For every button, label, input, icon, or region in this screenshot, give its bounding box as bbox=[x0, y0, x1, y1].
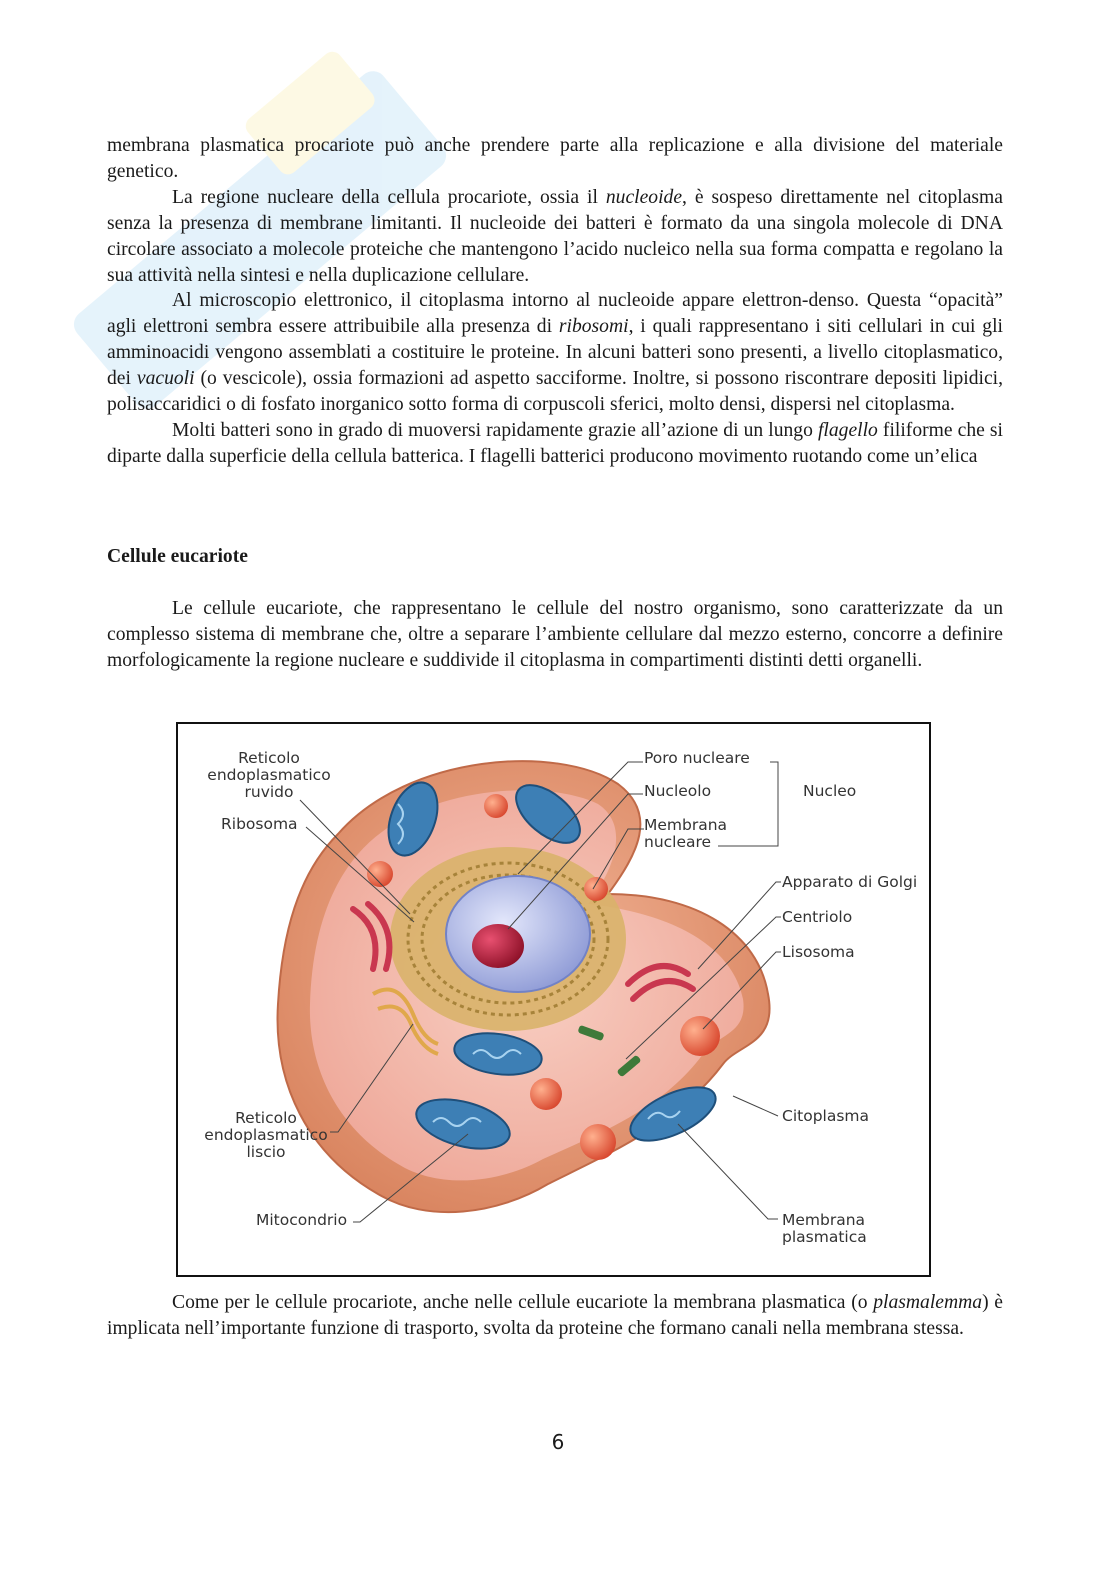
italic-term: vacuoli bbox=[136, 368, 195, 390]
vesicle-1 bbox=[484, 794, 508, 818]
paragraph-2: La regione nucleare della cellula procariote, ossia il nucleoide, è sospeso direttamente nel citoplasma senza la presenza di membrane limitanti. Il nucleoide dei batteri è formato da una singola molecole di DNA circolare associato a molecole proteiche che mantengono l’acido nucleico nella sua forma compatta e regolano la sua attività nella sintesi e nella duplicazione cellulare. bbox=[107, 186, 1003, 286]
cell-diagram-illustration bbox=[178, 724, 929, 1275]
label-ribosoma: Ribosoma bbox=[221, 815, 298, 833]
paragraph-4: Molti batteri sono in grado di muoversi rapidamente grazie all’azione di un lungo flagello filiforme che si diparte dalla superficie della cellula batterica. I flagelli batterici producono movimento ruotando come un’elica bbox=[107, 419, 1003, 467]
label-membrana-nucleare: Membrana nucleare bbox=[644, 816, 728, 851]
italic-term: ribosomi bbox=[558, 316, 629, 338]
label-rough-er: Reticolo endoplasmatico ruvido bbox=[207, 749, 331, 801]
label-mitocondrio: Mitocondrio bbox=[256, 1211, 348, 1229]
vesicle-5 bbox=[580, 1124, 616, 1160]
cell-diagram-figure bbox=[176, 722, 931, 1277]
italic-term: plasmalemma bbox=[873, 1292, 983, 1313]
lysosome-shape bbox=[680, 1016, 720, 1056]
body-text-top bbox=[107, 133, 1003, 470]
vesicle-4 bbox=[530, 1078, 562, 1110]
label-citoplasma: Citoplasma bbox=[782, 1107, 870, 1125]
label-poro-nucleare: Poro nucleare bbox=[644, 749, 750, 767]
body-text-eucariote bbox=[107, 596, 1003, 674]
section-heading: Cellule eucariote bbox=[107, 546, 248, 567]
label-nucleo: Nucleo bbox=[803, 782, 857, 800]
paragraph-eucariote: Le cellule eucariote, che rappresentano le cellule del nostro organismo, sono caratterizzate da un complesso sistema di membrane che, oltre a separare l’ambiente cellulare dal mezzo esterno, concorre a definire morfologicamente la regione nucleare e suddivide il citoplasma in compartimenti distinti detti organelli. bbox=[107, 598, 1003, 671]
page-number: 6 bbox=[551, 1430, 565, 1454]
body-text-bottom bbox=[107, 1290, 1003, 1342]
italic-term: nucleoide bbox=[605, 186, 683, 208]
vesicle-3 bbox=[584, 877, 608, 901]
paragraph-plasmalemma: Come per le cellule procariote, anche nelle cellule eucariote la membrana plasmatica (o plasmalemma) è implicata nell’importante funzione di trasporto, svolta da proteine che formano canali nella membrana stessa. bbox=[107, 1292, 1003, 1339]
paragraph-3: Al microscopio elettronico, il citoplasma intorno al nucleoide appare elettron-denso. Questa “opacità” agli elettroni sembra essere attribuibile alla presenza di ribosomi, i quali rappresentano i siti cellulari in cui gli amminoacidi vengono assemblati a costituire le proteine. In alcuni batteri sono presenti, a livello citoplasmatico, dei vacuoli (o vescicole), ossia formazioni ad aspetto sacciforme. Inoltre, si possono riscontrare depositi lipidici, polisaccaridici o di fosfato inorganico sotto forma di corpuscoli sferici, molto densi, dispersi nel citoplasma. bbox=[107, 290, 1003, 416]
label-apparato-golgi: Apparato di Golgi bbox=[782, 873, 918, 891]
label-nucleolo: Nucleolo bbox=[644, 782, 712, 800]
label-lisosoma: Lisosoma bbox=[782, 943, 855, 961]
paragraph-1: membrana plasmatica procariote può anche prendere parte alla replicazione e alla divisione del materiale genetico. bbox=[107, 135, 1003, 182]
label-smooth-er: Reticolo endoplasmatico liscio bbox=[204, 1109, 328, 1161]
italic-term: flagello bbox=[817, 419, 878, 441]
nucleolus-shape bbox=[472, 924, 524, 968]
label-membrana-plasmatica: Membrana plasmatica bbox=[782, 1211, 867, 1246]
label-centriolo: Centriolo bbox=[782, 908, 853, 926]
